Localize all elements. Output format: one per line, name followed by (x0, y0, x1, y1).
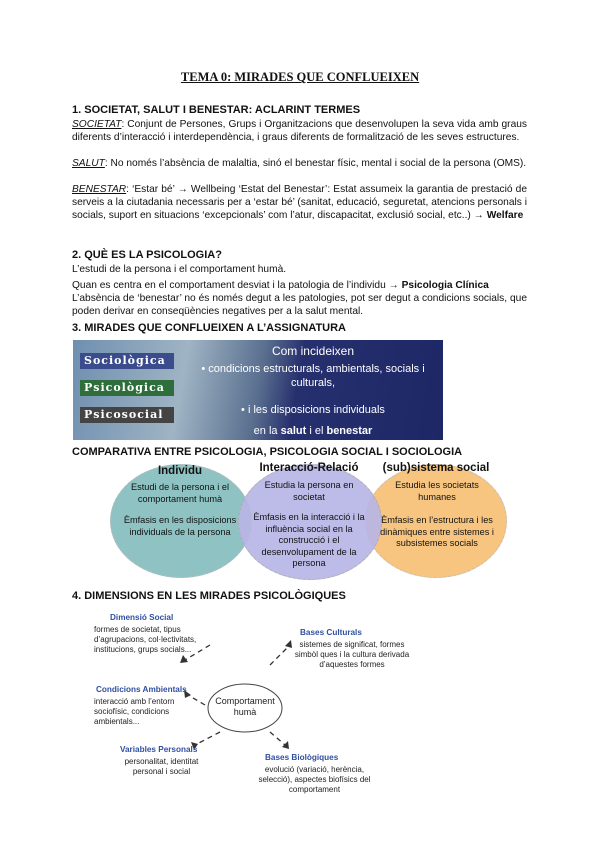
tag-psicosocial: Psicosocial (80, 407, 174, 423)
dim-ambientals-text: interacció amb l’entorn sociofísic, condicions ambientals... (94, 697, 175, 726)
circle-1-text-2: Èmfasis en les disposicions individuals de la persona (123, 515, 237, 537)
circle-3-title: (sub)sistema social (382, 462, 490, 474)
section-2-heading: 2. QUÈ ES LA PSICOLOGIA? (72, 249, 222, 261)
comparativa-heading: COMPARATIVA ENTRE PSICOLOGIA, PSICOLOGIA SOCIAL I SOCIOLOGIA (72, 446, 463, 458)
salut-term: SALUT (72, 158, 105, 169)
dim-biologiques-title: Bases Biològiques (265, 753, 339, 762)
banner-footer-mid: i el (309, 425, 324, 437)
welfare-term: Welfare (486, 209, 524, 221)
benestar-paragraph (72, 184, 527, 222)
psicologia-line-3: L’absència de ‘benestar’ no és només degut a les patologies, pot ser degut a condicions socials, que poden derivar en conseqüències negatives per a la salut mental. (72, 293, 527, 317)
section-4-heading: 4. DIMENSIONS EN LES MIRADES PSICOLÒGIQUES (72, 590, 346, 602)
salut-paragraph (72, 158, 527, 171)
circle-1-text-1: Estudi de la persona i el comportament humà (130, 482, 230, 504)
dim-biologiques-text: evolució (variació, herència, selecció), aspectes biofísics del comportament (258, 765, 371, 794)
banner-bullet-2: • i les disposicions individuals (241, 404, 385, 416)
banner-bullet-1-text: condicions estructurals, ambientals, socials i culturals, (208, 363, 425, 389)
dim-ambientals-title: Condicions Ambientals (96, 685, 187, 694)
dimensions-diagram (80, 605, 520, 800)
banner-bullet-2-text: i les disposicions individuals (247, 404, 385, 416)
banner-title: Com incideixen (271, 344, 355, 358)
psicologia-clinica: Psicologia Clínica (401, 280, 489, 291)
circle-2-text-2: Èmfasis en la interacció i la influència social en la construcció i el desenvolupament de la persona (253, 512, 365, 568)
center-label: Comportament humà (215, 696, 275, 717)
mirades-banner (73, 340, 443, 440)
banner-footer-pre: en la (253, 425, 278, 437)
circle-3-text-1: Estudia les societats humanes (395, 480, 479, 502)
page-title: TEMA 0: MIRADES QUE CONFLUEIXEN (180, 70, 420, 84)
section-1-heading: 1. SOCIETAT, SALUT I BENESTAR: ACLARINT TERMES (72, 104, 361, 116)
tag-sociologica: Sociològica (80, 353, 174, 369)
banner-bullet-1: • condicions estructurals, ambientals, socials i culturals, (201, 363, 425, 389)
circle-1-title: Individu (157, 465, 203, 477)
circle-2-text-1: Estudia la persona en societat (264, 480, 354, 502)
circle-2-title: Interacció-Relació (259, 462, 359, 474)
dim-culturals-title: Bases Culturals (300, 628, 362, 637)
banner-footer-benestar: benestar (326, 425, 373, 437)
banner-footer (183, 424, 443, 438)
dim-social-title: Dimensió Social (110, 613, 174, 622)
dim-personals-title: Variables Personals (120, 745, 198, 754)
psicologia-line-2 (72, 280, 527, 293)
dim-culturals-text: sistemes de significat, formes simbòl ques i la cultura derivada d’aquestes formes (294, 640, 410, 669)
circle-3-text-2: Èmfasis en l’estructura i les dinàmiques entre sistemes i subsistemes socials (380, 515, 494, 548)
societat-paragraph (72, 119, 527, 145)
benestar-term: BENESTAR (72, 184, 127, 195)
societat-text: : Conjunt de Persones, Grups i Organitzacions que desenvolupen la seva vida amb graus diferents d’interacció i interdependència, i graus diferents de formalització de les seves estructures. (72, 119, 527, 143)
venn-diagram (100, 460, 520, 585)
societat-term: SOCIETAT (72, 119, 122, 130)
tag-psicologica: Psicològica (80, 380, 174, 396)
section-3-heading: 3. MIRADES QUE CONFLUEIXEN A L’ASSIGNATURA (72, 322, 347, 334)
dim-personals-text: personalitat, identitat personal i social (124, 757, 199, 776)
benestar-text: : ‘Estar bé’ → Wellbeing ‘Estat del Benestar’: Estat assumeix la garantia de prestació de serveis a la ciutadania necessaris per a ‘estar bé’ (sanitat, educació, seguretat, atencions personals i socials, suport en situacions ‘excepcionals’ com l’atur, discapacitat, exclusió social, etc..) → (72, 184, 527, 221)
dim-social-text: formes de societat, tipus d’agrupacions, col·lectivitats, institucions, grups socials... (94, 625, 197, 654)
banner-footer-salut: salut (280, 425, 307, 437)
psicologia-line-2-text: Quan es centra en el comportament desviat i la patologia de l’individu → (72, 280, 399, 291)
salut-text: : No només l’absència de malaltia, sinó el benestar físic, mental i social de la persona (OMS). (104, 158, 527, 169)
psicologia-line-1: L’estudi de la persona i el comportament humà. (72, 264, 287, 275)
